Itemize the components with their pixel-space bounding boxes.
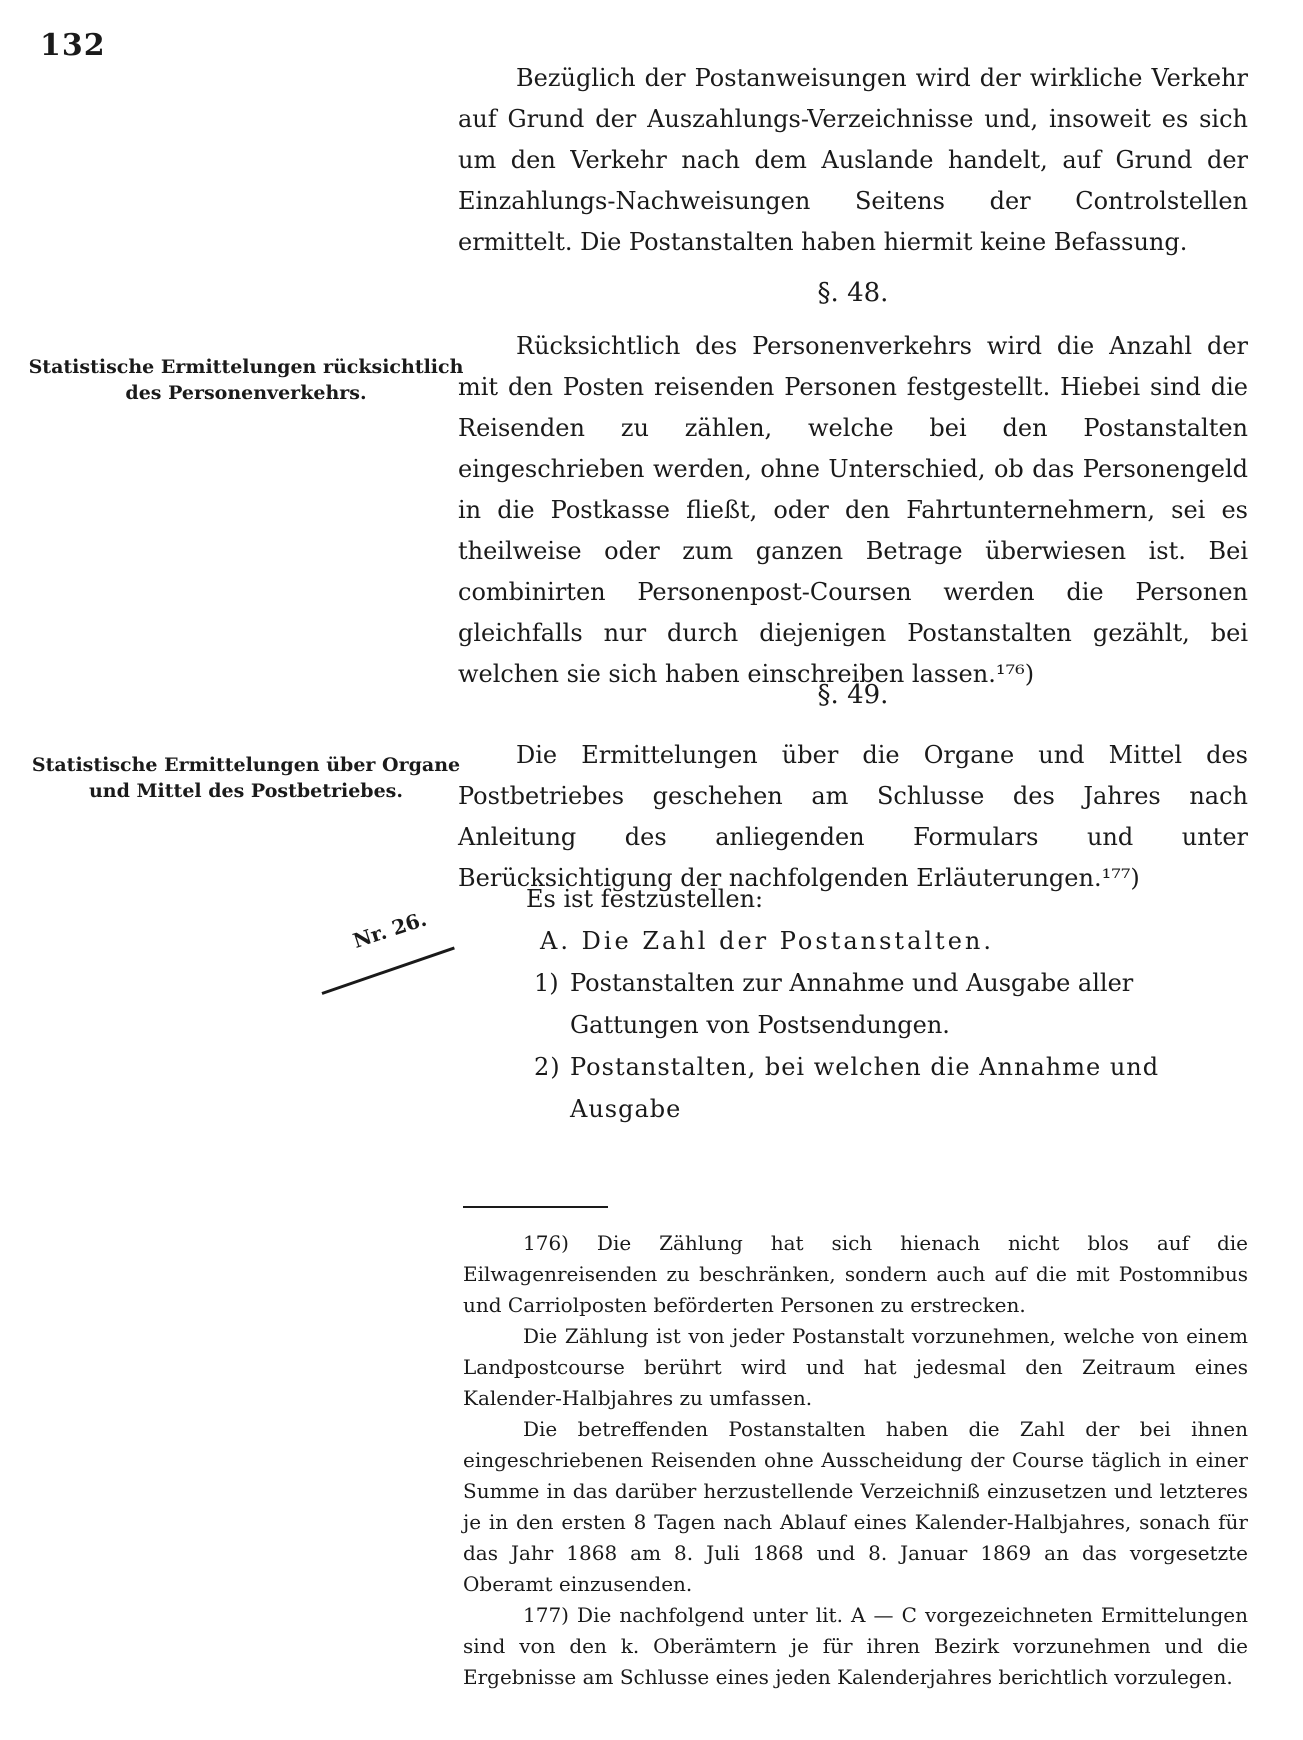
list-lead: Es ist festzustellen: (526, 885, 764, 913)
section-48-heading: §. 48. (817, 278, 889, 308)
section-49-heading: §. 49. (817, 680, 889, 710)
footnote-176-cont-1: Die Zählung ist von jeder Postanstalt vorzunehmen, welche von einem Landpostcourse berührt wird und hat jedesmal den Zeitraum eines Kalender-Halbjahres zu umfassen. (463, 1324, 1248, 1410)
list-item-number: 2) (534, 1053, 561, 1081)
form-reference-stamp: Nr. 26. (350, 906, 430, 953)
intro-paragraph (458, 58, 1248, 263)
intro-text: Bezüglich der Postanweisungen wird der wirkliche Verkehr auf Grund der Auszahlungs-Verzeichnisse und, insoweit es sich um den Verkehr nach dem Auslande handelt, auf Grund der Einzahlungs-Nachweisungen Seitens der Controlstellen ermittelt. Die Postanstalten haben hiermit keine Befassung. (458, 64, 1248, 256)
footnote-177: 177) Die nachfolgend unter lit. A — C vorgezeichneten Ermittelungen sind von den k. Oberämtern je für ihren Bezirk vorzunehmen und die Ergebnisse am Schlusse eines jeden Kalenderjahres berichtlich vorzulegen. (463, 1603, 1248, 1689)
page-number: 132 (40, 28, 106, 63)
footnotes (463, 1228, 1248, 1693)
list-item (514, 1046, 1248, 1130)
list-item (514, 962, 1248, 1046)
stamp-underline (322, 947, 455, 995)
list-item-text: Postanstalten, bei welchen die Annahme und Ausgabe (570, 1053, 1160, 1123)
list-item-text: Postanstalten zur Annahme und Ausgabe aller Gattungen von Postsendungen. (570, 969, 1134, 1039)
section-49-body (458, 735, 1248, 899)
list-subheading: A. Die Zahl der Postanstalten. (540, 927, 994, 955)
section-48-text: Rücksichtlich des Personenverkehrs wird die Anzahl der mit den Posten reisenden Personen festgestellt. Hiebei sind die Reisenden zu zählen, welche bei den Postanstalten eingeschrieben werden, ohne Unterschied, ob das Personengeld in die Postkasse fließt, oder den Fahrtunternehmern, sei es theilweise oder zum ganzen Betrage überwiesen ist. Bei combinirten Personenpost-Coursen werden die Personen gleichfalls nur durch diejenigen Postanstalten gezählt, bei welchen sie sich haben einschreiben lassen.¹⁷⁶) (458, 332, 1248, 688)
margin-note-49: Statistische Ermittelungen über Organe und Mittel des Postbetriebes. (31, 754, 461, 802)
section-48-body (458, 326, 1248, 695)
footnote-176: 176) Die Zählung hat sich hienach nicht blos auf die Eilwagenreisenden zu beschränken, sondern auch auf die mit Postomnibus und Carriolposten beförderten Personen zu erstrecken. (463, 1231, 1248, 1317)
footnote-176-cont-2: Die betreffenden Postanstalten haben die Zahl der bei ihnen eingeschriebenen Reisenden ohne Ausscheidung der Course täglich in einer Summe in das darüber herzustellende Verzeichniß einzusetzen und letzteres je in den ersten 8 Tagen nach Ablauf eines Kalender-Halbjahres, sonach für das Jahr 1868 am 8. Juli 1868 und 8. Januar 1869 an das vorgesetzte Oberamt einzusenden. (463, 1417, 1248, 1596)
section-49-text: Die Ermittelungen über die Organe und Mittel des Postbetriebes geschehen am Schlusse des Jahres nach Anleitung des anliegenden Formulars und unter Berücksichtigung der nachfolgenden Erläuterungen.¹⁷⁷) (458, 741, 1248, 892)
section-49-list (458, 878, 1248, 1130)
margin-note-48: Statistische Ermittelungen rücksichtlich des Personenverkehrs. (28, 356, 464, 404)
list-item-number: 1) (534, 969, 559, 997)
footnote-divider (463, 1206, 608, 1208)
